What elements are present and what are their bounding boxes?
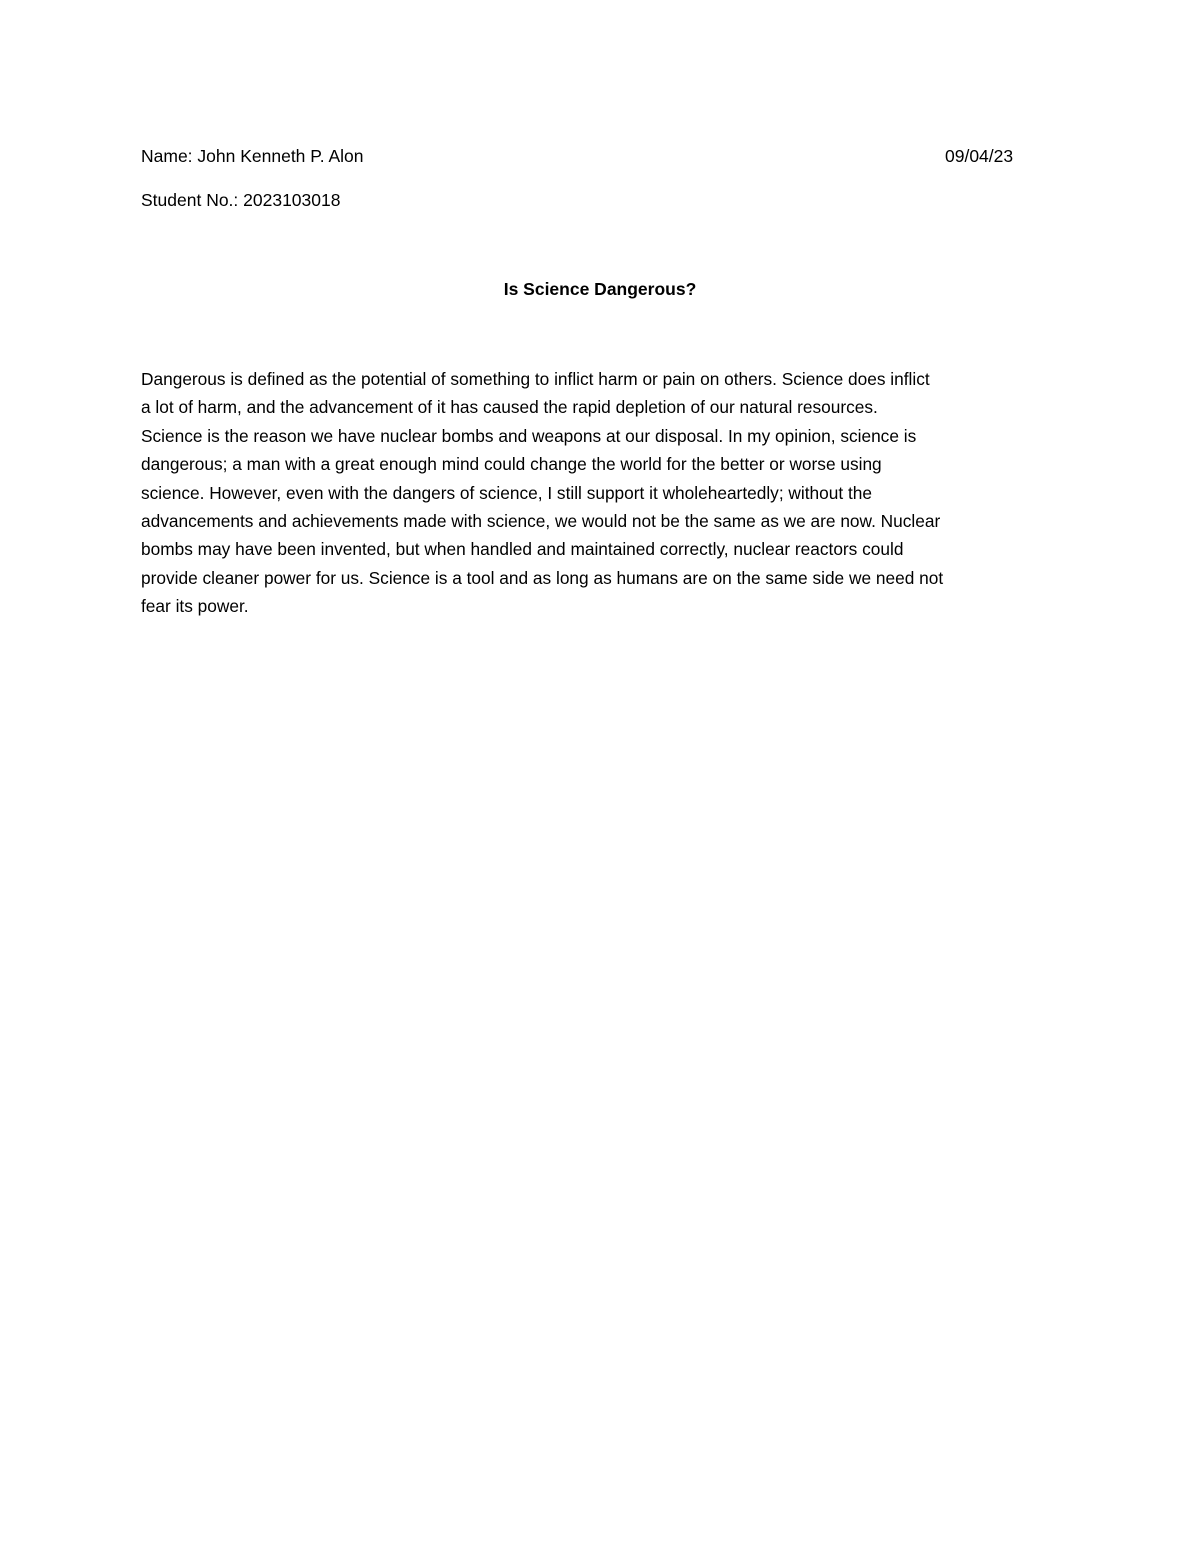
document-date: 09/04/23 [945, 146, 1014, 166]
paragraph-line: fear its power. [141, 596, 249, 617]
paragraph-line: provide cleaner power for us. Science is a tool and as long as humans are on the same side we need not [141, 567, 944, 588]
paragraph-line: advancements and achievements made with science, we would not be the same as we are now. Nuclear [141, 511, 941, 532]
paragraph-line: Dangerous is defined as the potential of something to inflict harm or pain on others. Science does inflict [141, 369, 930, 389]
paragraph-line: dangerous; a man with a great enough mind could change the world for the better or worse using [141, 454, 882, 475]
student-name: Name: John Kenneth P. Alon [141, 146, 364, 166]
student-number: Student No.: 2023103018 [141, 190, 341, 210]
paragraph-line: Science is the reason we have nuclear bombs and weapons at our disposal. In my opinion, science is [141, 425, 917, 446]
paragraph-line: bombs may have been invented, but when handled and maintained correctly, nuclear reactors could [141, 539, 904, 560]
paragraph-line: a lot of harm, and the advancement of it has caused the rapid depletion of our natural resources. [141, 397, 878, 418]
paragraph-line: science. However, even with the dangers of science, I still support it wholeheartedly; without the [141, 482, 873, 503]
essay-title: Is Science Dangerous? [503, 279, 697, 299]
essay-body-paragraph [141, 365, 1061, 621]
